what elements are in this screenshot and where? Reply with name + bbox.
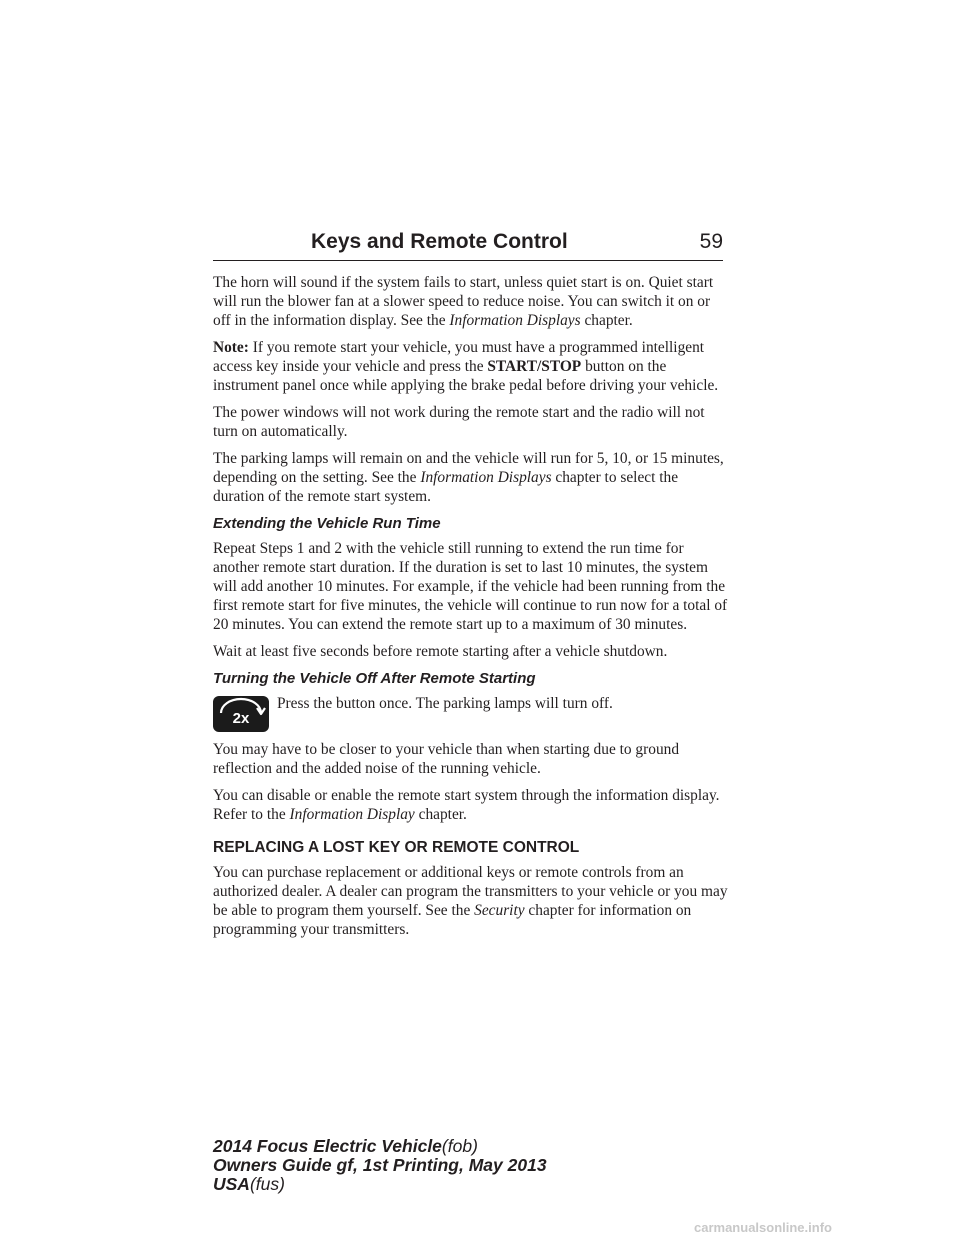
section-heading-replacing-key: REPLACING A LOST KEY OR REMOTE CONTROL: [213, 839, 580, 856]
chapter-reference: Information Display: [289, 806, 415, 823]
footer-line-2: Owners Guide gf, 1st Printing, May 2013: [213, 1155, 547, 1175]
paragraph-quiet-start: The horn will sound if the system fails to start, unless quiet start is on. Quiet start will run the blower fan at a slower speed to reduce noise. You can switch it on or off in the information display. See the Information Displays chapter.: [213, 274, 714, 329]
footer-line-3: USA(fus): [213, 1174, 285, 1194]
page-header: [213, 228, 723, 262]
paragraph-disable-enable: You can disable or enable the remote start system through the information display. Refer to the Information Display chapter.: [213, 787, 720, 823]
subheading-extending-run-time: Extending the Vehicle Run Time: [213, 515, 441, 532]
chapter-reference: Information Displays: [449, 312, 581, 329]
remote-start-2x-icon: [213, 696, 269, 732]
header-rule: [213, 260, 723, 261]
page-content: [213, 273, 728, 947]
page-footer: [213, 1137, 547, 1194]
start-stop-label: START/STOP: [487, 358, 582, 375]
icon-instruction-row: [213, 694, 728, 732]
page-number: 59: [699, 230, 723, 253]
paragraph-parking-lamps: The parking lamps will remain on and the vehicle will run for 5, 10, or 15 minutes, depending on the setting. See the Information Displays chapter to select the duration of the remote start system.: [213, 450, 724, 505]
icon-label: 2x: [232, 710, 250, 727]
watermark: carmanualsonline.info: [694, 1220, 832, 1235]
note-label: Note:: [213, 339, 249, 356]
paragraph-power-windows: The power windows will not work during the remote start and the radio will not turn on automatically.: [213, 404, 705, 440]
chapter-reference: Security: [474, 902, 525, 919]
paragraph-wait: Wait at least five seconds before remote starting after a vehicle shutdown.: [213, 643, 668, 660]
paragraph-range: You may have to be closer to your vehicle than when starting due to ground reflection and the added noise of the running vehicle.: [213, 741, 680, 777]
paragraph-extend-run-time: Repeat Steps 1 and 2 with the vehicle still running to extend the run time for another remote start duration. If the duration is set to last 10 minutes, the system will add another 10 minutes. For example, if the vehicle had been running from the first remote start for five minutes, the vehicle will continue to run now for a total of 20 minutes. You can extend the remote start up to a maximum of 30 minutes.: [213, 540, 728, 633]
paragraph-note: Note: If you remote start your vehicle, you must have a programmed intelligent access key inside your vehicle and press the START/STOP button on the instrument panel once while applying the brake pedal before driving your vehicle.: [213, 339, 719, 394]
footer-line-1: 2014 Focus Electric Vehicle(fob): [213, 1136, 478, 1156]
chapter-title: Keys and Remote Control: [311, 230, 568, 253]
paragraph-replacement-keys: You can purchase replacement or additional keys or remote controls from an authorized dealer. A dealer can program the transmitters to your vehicle or you may be able to program them yourself. See the Security chapter for information on programming your transmitters.: [213, 864, 728, 938]
icon-instruction-text: Press the button once. The parking lamps will turn off.: [277, 695, 613, 712]
subheading-turning-off: Turning the Vehicle Off After Remote Starting: [213, 670, 536, 687]
chapter-reference: Information Displays: [420, 469, 552, 486]
